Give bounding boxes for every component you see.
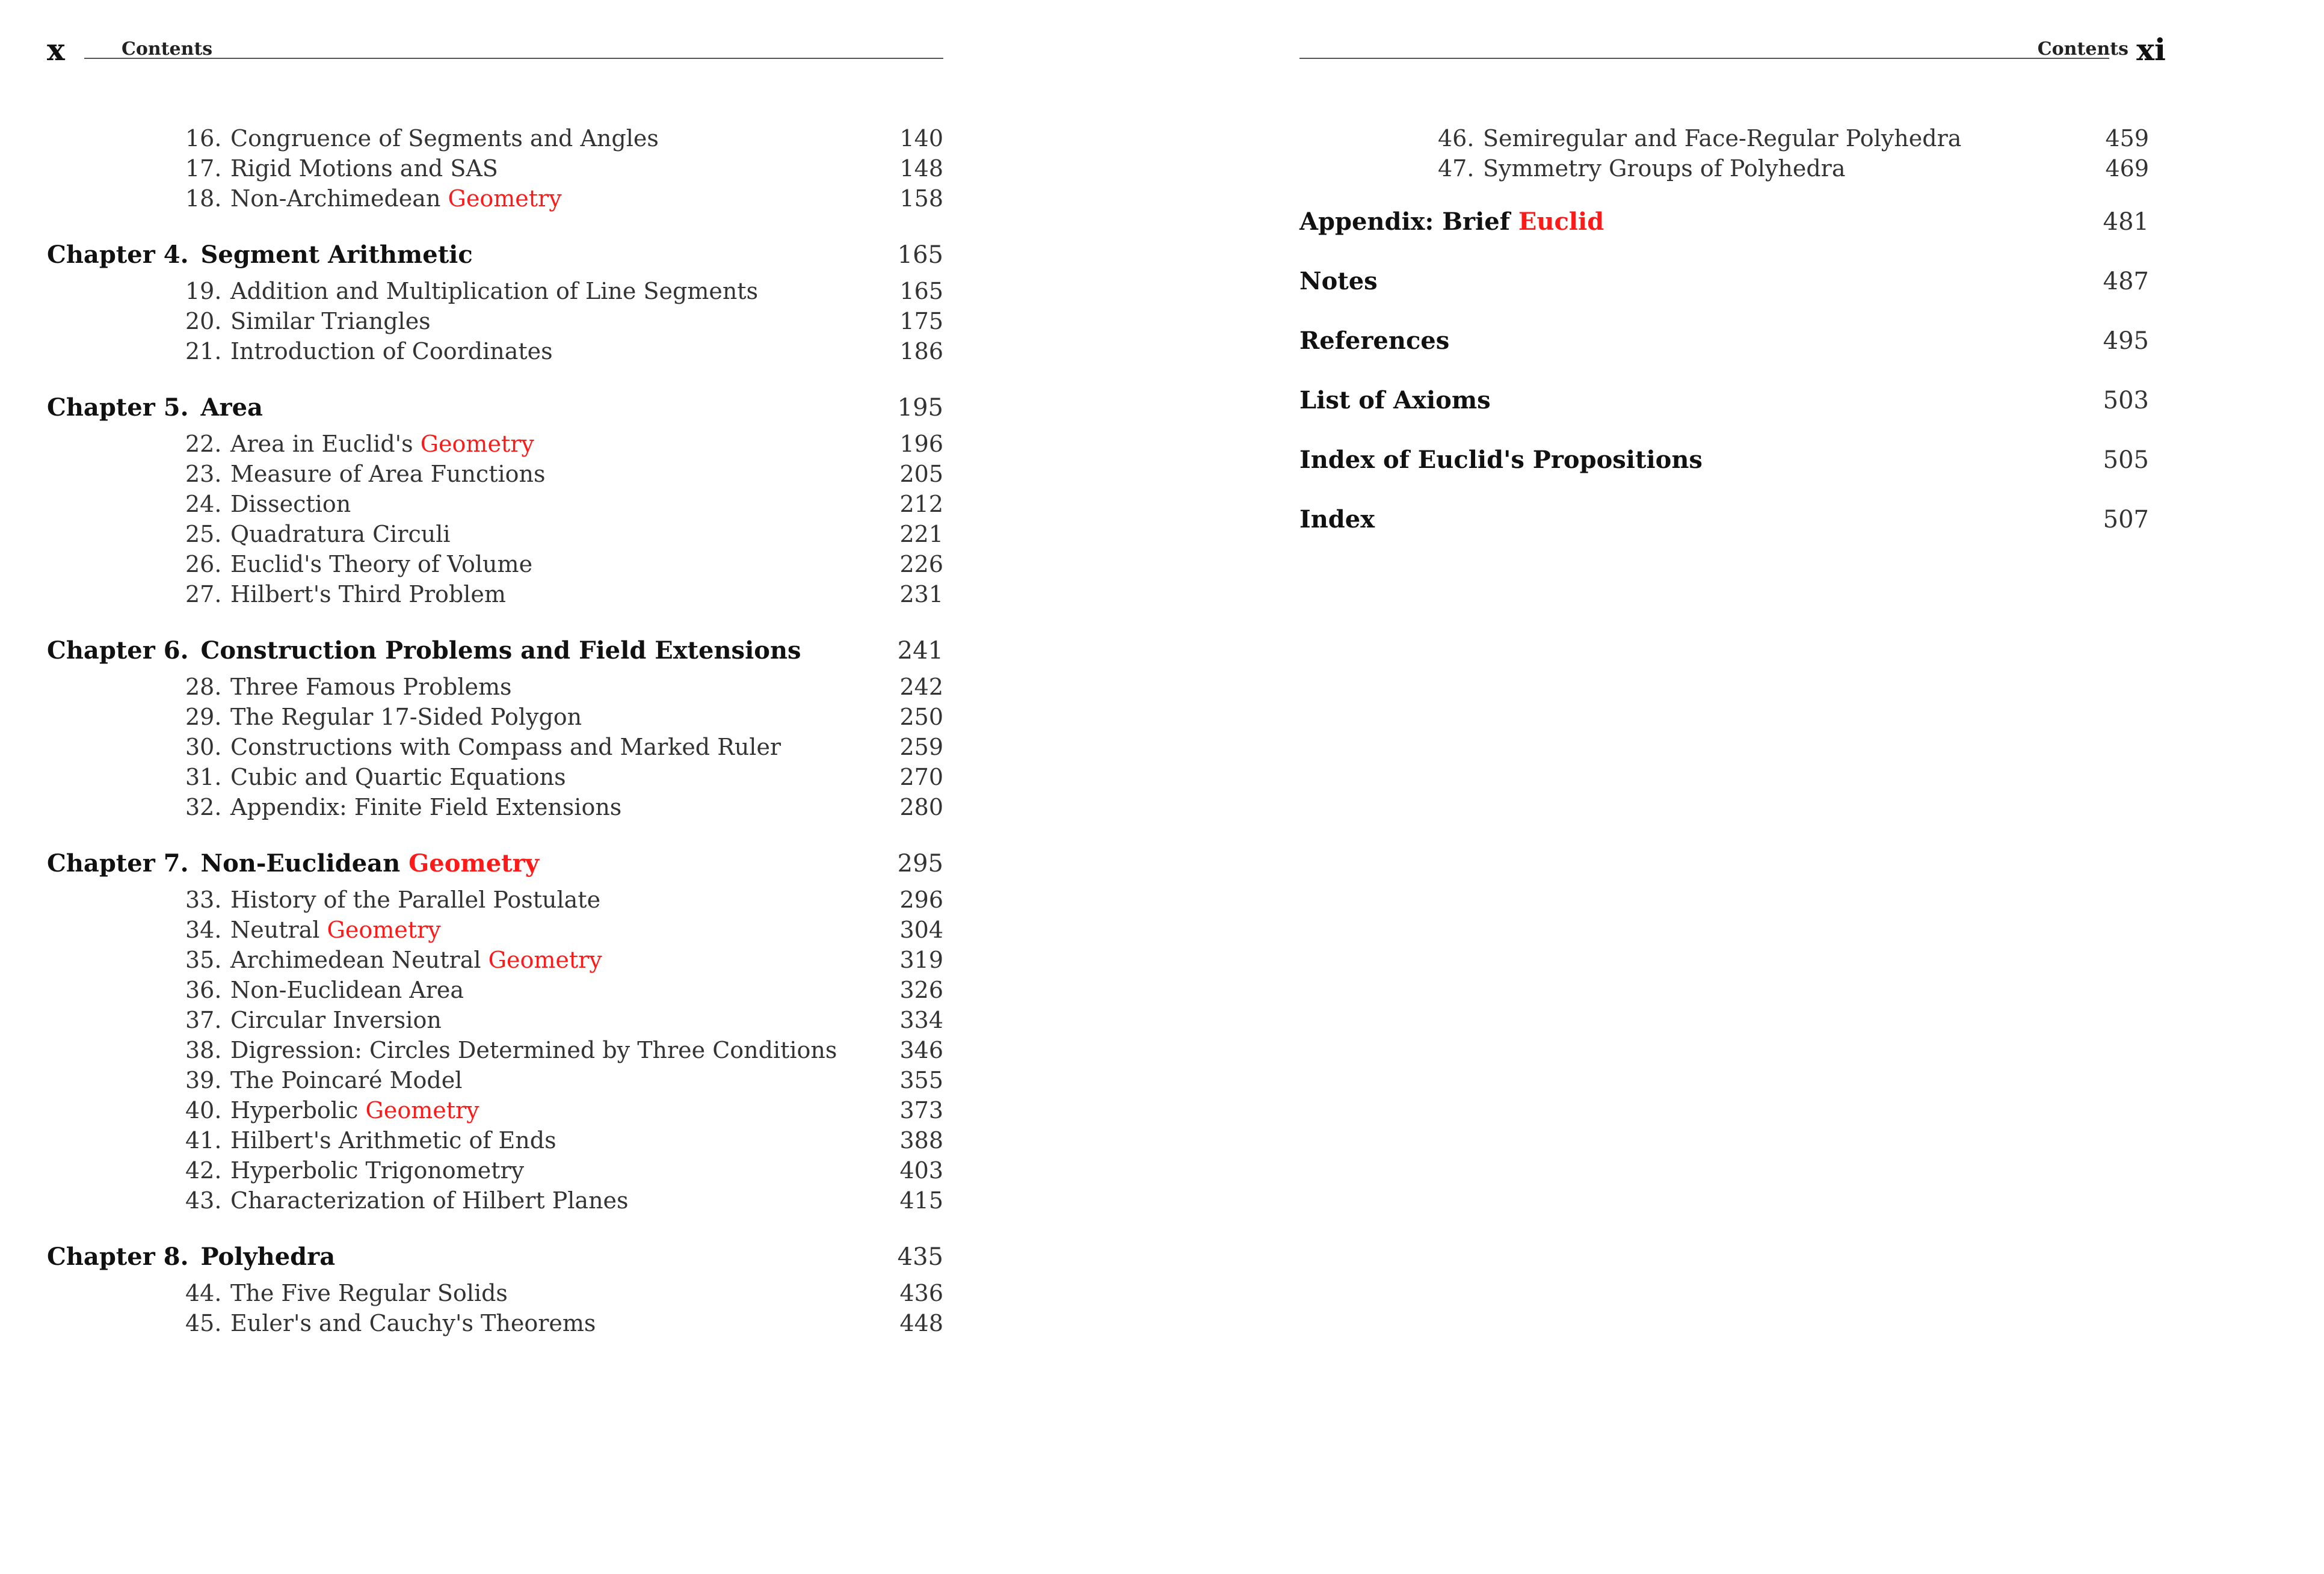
section-page-number: 221 — [899, 521, 943, 547]
section-page-number: 270 — [899, 764, 943, 790]
section-number: 47. — [1438, 155, 1475, 182]
backmatter-page-number: 487 — [2103, 268, 2149, 295]
section-page-number: 148 — [899, 155, 943, 182]
chapter-title: Area — [200, 393, 263, 422]
toc-section-entry[interactable] — [47, 1125, 943, 1155]
backmatter-title: References — [1299, 327, 1450, 355]
section-title: Cubic and Quartic Equations — [230, 764, 566, 790]
section-title: Dissection — [230, 491, 351, 517]
highlighted-word: Geometry — [420, 431, 534, 457]
section-title: Similar Triangles — [230, 308, 431, 334]
toc-section-entry[interactable] — [1299, 153, 2149, 183]
chapter-block — [47, 843, 943, 1216]
section-title: The Five Regular Solids — [230, 1280, 508, 1306]
section-page-number: 140 — [899, 125, 943, 152]
toc-section-entry[interactable] — [47, 732, 943, 762]
section-number: 34. — [185, 917, 222, 943]
section-title: Hyperbolic Trigonometry — [230, 1157, 525, 1184]
backmatter-title: Appendix: Brief — [1299, 208, 1518, 236]
section-number: 28. — [185, 674, 222, 700]
section-page-number: 355 — [899, 1067, 943, 1093]
toc-section-entry[interactable] — [47, 1155, 943, 1185]
backmatter-title: Notes — [1299, 267, 1378, 295]
toc-section-entry[interactable] — [47, 885, 943, 915]
chapter-label: Chapter 8. — [47, 1243, 189, 1271]
toc-section-entry[interactable] — [47, 1278, 943, 1308]
section-number: 35. — [185, 947, 222, 973]
section-title: Non-Euclidean Area — [230, 977, 464, 1003]
section-number: 25. — [185, 521, 222, 547]
section-title: Characterization of Hilbert Planes — [230, 1187, 629, 1214]
highlighted-word: Geometry — [448, 185, 562, 212]
section-title: The Poincaré Model — [230, 1067, 463, 1093]
chapter-title: Non-Euclidean — [200, 849, 409, 878]
section-title: Congruence of Segments and Angles — [230, 125, 659, 152]
chapter-page-number: 435 — [897, 1243, 943, 1271]
section-page-number: 212 — [899, 491, 943, 517]
section-title: Hilbert's Arithmetic of Ends — [230, 1127, 556, 1154]
section-number: 30. — [185, 734, 222, 760]
toc-section-entry[interactable] — [47, 306, 943, 336]
toc-backmatter-index-of-propositions[interactable] — [1299, 439, 2149, 481]
toc-section-entry[interactable] — [47, 123, 943, 153]
section-page-number: 196 — [899, 431, 943, 457]
section-page-number: 436 — [899, 1280, 943, 1306]
toc-section-entry[interactable] — [47, 915, 943, 945]
section-title: The Regular 17-Sided Polygon — [230, 704, 582, 730]
backmatter-title: List of Axioms — [1299, 386, 1491, 414]
toc-section-entry[interactable] — [47, 549, 943, 579]
section-number: 42. — [185, 1157, 222, 1184]
toc-section-entry[interactable] — [47, 489, 943, 519]
section-title: Quadratura Circuli — [230, 521, 451, 547]
toc-section-entry[interactable] — [47, 792, 943, 822]
section-title: Digression: Circles Determined by Three Conditions — [230, 1037, 837, 1063]
section-title: Non-Archimedean — [230, 185, 448, 212]
running-title: Contents — [2037, 38, 2128, 60]
page-folio: xi — [2136, 32, 2166, 67]
header-rule — [84, 58, 943, 59]
backmatter-page-number: 481 — [2103, 208, 2149, 236]
section-number: 45. — [185, 1310, 222, 1336]
section-number: 16. — [185, 125, 222, 152]
chapter-page-number: 241 — [897, 637, 943, 665]
backmatter-page-number: 503 — [2103, 387, 2149, 414]
toc-section-entry[interactable] — [47, 975, 943, 1005]
section-page-number: 415 — [899, 1187, 943, 1214]
right-page — [1161, 0, 2324, 1574]
toc-section-entry[interactable] — [47, 1185, 943, 1216]
toc-section-entry[interactable] — [47, 1095, 943, 1125]
section-number: 26. — [185, 551, 222, 577]
chapter-label: Chapter 5. — [47, 393, 189, 422]
section-title: Rigid Motions and SAS — [230, 155, 498, 182]
section-title: Euclid's Theory of Volume — [230, 551, 533, 577]
section-page-number: 250 — [899, 704, 943, 730]
section-title: Three Famous Problems — [230, 674, 512, 700]
section-page-number: 346 — [899, 1037, 943, 1063]
section-page-number: 459 — [2105, 125, 2149, 152]
page-folio: x — [47, 32, 65, 67]
section-title: Neutral — [230, 917, 327, 943]
chapter-block — [47, 1236, 943, 1338]
toc-section-entry[interactable] — [47, 519, 943, 549]
section-number: 22. — [185, 431, 222, 457]
toc-section-entry[interactable] — [1299, 123, 2149, 153]
section-page-number: 280 — [899, 794, 943, 820]
left-page-header — [47, 29, 943, 65]
toc-section-entry[interactable] — [47, 183, 943, 214]
section-page-number: 403 — [899, 1157, 943, 1184]
left-toc — [47, 123, 943, 1338]
toc-backmatter-notes[interactable] — [1299, 260, 2149, 303]
opening-section-list — [47, 123, 943, 214]
section-page-number: 373 — [899, 1097, 943, 1124]
chapter-page-number: 165 — [897, 241, 943, 269]
chapter-page-number: 195 — [897, 394, 943, 422]
chapter-title: Construction Problems and Field Extensions — [200, 636, 801, 665]
highlighted-word: Geometry — [408, 849, 539, 878]
chapter-heading[interactable] — [47, 234, 943, 276]
section-page-number: 259 — [899, 734, 943, 760]
chapter-heading[interactable] — [47, 630, 943, 672]
backmatter-title: Index — [1299, 505, 1375, 533]
section-number: 24. — [185, 491, 222, 517]
backmatter-title: Index of Euclid's Propositions — [1299, 446, 1703, 474]
section-number: 44. — [185, 1280, 222, 1306]
section-page-number: 448 — [899, 1310, 943, 1336]
right-page-header — [1299, 29, 2166, 65]
section-number: 36. — [185, 977, 222, 1003]
chapter-heading[interactable] — [47, 1236, 943, 1278]
toc-section-entry[interactable] — [47, 672, 943, 702]
section-number: 46. — [1438, 125, 1475, 152]
chapter-heading[interactable] — [47, 387, 943, 429]
section-number: 37. — [185, 1007, 222, 1033]
toc-section-entry[interactable] — [47, 153, 943, 183]
section-number: 41. — [185, 1127, 222, 1154]
section-number: 31. — [185, 764, 222, 790]
section-title: Measure of Area Functions — [230, 461, 546, 487]
chapter-label: Chapter 6. — [47, 636, 189, 665]
left-page — [0, 0, 1161, 1574]
section-title: Addition and Multiplication of Line Segments — [230, 278, 759, 304]
toc-section-entry[interactable] — [47, 762, 943, 792]
toc-section-entry[interactable] — [47, 579, 943, 609]
section-title: Constructions with Compass and Marked Ruler — [230, 734, 781, 760]
section-page-number: 186 — [899, 338, 943, 364]
opening-section-list — [1299, 123, 2149, 183]
section-number: 20. — [185, 308, 222, 334]
highlighted-word: Geometry — [365, 1097, 479, 1124]
section-page-number: 334 — [899, 1007, 943, 1033]
chapter-label: Chapter 4. — [47, 241, 189, 269]
section-number: 29. — [185, 704, 222, 730]
toc-section-entry[interactable] — [47, 459, 943, 489]
chapter-block — [47, 387, 943, 609]
section-page-number: 319 — [899, 947, 943, 973]
right-toc — [1299, 123, 2149, 558]
backmatter-page-number: 505 — [2103, 446, 2149, 474]
section-title: Archimedean Neutral — [230, 947, 489, 973]
chapter-block — [47, 234, 943, 366]
section-number: 21. — [185, 338, 222, 364]
section-title: Hyperbolic — [230, 1097, 366, 1124]
section-title: Euler's and Cauchy's Theorems — [230, 1310, 596, 1336]
toc-backmatter-references[interactable] — [1299, 320, 2149, 362]
section-page-number: 242 — [899, 674, 943, 700]
section-number: 38. — [185, 1037, 222, 1063]
chapter-heading[interactable] — [47, 843, 943, 885]
toc-section-entry[interactable] — [47, 945, 943, 975]
toc-section-entry[interactable] — [47, 1035, 943, 1065]
toc-backmatter-list-of-axioms[interactable] — [1299, 380, 2149, 422]
section-page-number: 326 — [899, 977, 943, 1003]
chapter-label: Chapter 7. — [47, 849, 189, 878]
chapter-block — [47, 630, 943, 822]
toc-section-entry[interactable] — [47, 1308, 943, 1338]
toc-section-entry[interactable] — [47, 336, 943, 366]
running-title: Contents — [122, 38, 213, 60]
section-number: 19. — [185, 278, 222, 304]
section-page-number: 388 — [899, 1127, 943, 1154]
section-title: Symmetry Groups of Polyhedra — [1483, 155, 1846, 182]
toc-backmatter-appendix[interactable] — [1299, 201, 2149, 243]
chapter-title: Polyhedra — [200, 1243, 336, 1271]
section-title: History of the Parallel Postulate — [230, 887, 601, 913]
toc-backmatter-index[interactable] — [1299, 499, 2149, 541]
toc-section-entry[interactable] — [47, 1065, 943, 1095]
toc-section-entry[interactable] — [47, 276, 943, 306]
section-number: 27. — [185, 581, 222, 607]
section-title: Hilbert's Third Problem — [230, 581, 506, 607]
section-title: Area in Euclid's — [230, 431, 421, 457]
section-number: 43. — [185, 1187, 222, 1214]
section-number: 33. — [185, 887, 222, 913]
section-page-number: 469 — [2105, 155, 2149, 182]
backmatter-page-number: 495 — [2103, 327, 2149, 355]
chapter-page-number: 295 — [897, 850, 943, 878]
section-number: 18. — [185, 185, 222, 212]
section-title: Semiregular and Face-Regular Polyhedra — [1483, 125, 1962, 152]
header-rule — [1299, 58, 2109, 59]
highlighted-word: Euclid — [1518, 208, 1604, 236]
section-page-number: 231 — [899, 581, 943, 607]
section-page-number: 226 — [899, 551, 943, 577]
section-number: 17. — [185, 155, 222, 182]
section-number: 40. — [185, 1097, 222, 1124]
chapter-title: Segment Arithmetic — [200, 241, 473, 269]
section-title: Circular Inversion — [230, 1007, 442, 1033]
toc-section-entry[interactable] — [47, 1005, 943, 1035]
section-page-number: 304 — [899, 917, 943, 943]
toc-section-entry[interactable] — [47, 702, 943, 732]
section-number: 32. — [185, 794, 222, 820]
section-number: 39. — [185, 1067, 222, 1093]
highlighted-word: Geometry — [488, 947, 602, 973]
section-page-number: 296 — [899, 887, 943, 913]
toc-section-entry[interactable] — [47, 429, 943, 459]
highlighted-word: Geometry — [327, 917, 441, 943]
section-title: Introduction of Coordinates — [230, 338, 553, 364]
section-page-number: 158 — [899, 185, 943, 212]
section-page-number: 175 — [899, 308, 943, 334]
section-page-number: 165 — [899, 278, 943, 304]
section-page-number: 205 — [899, 461, 943, 487]
section-number: 23. — [185, 461, 222, 487]
backmatter-page-number: 507 — [2103, 506, 2149, 533]
section-title: Appendix: Finite Field Extensions — [230, 794, 622, 820]
